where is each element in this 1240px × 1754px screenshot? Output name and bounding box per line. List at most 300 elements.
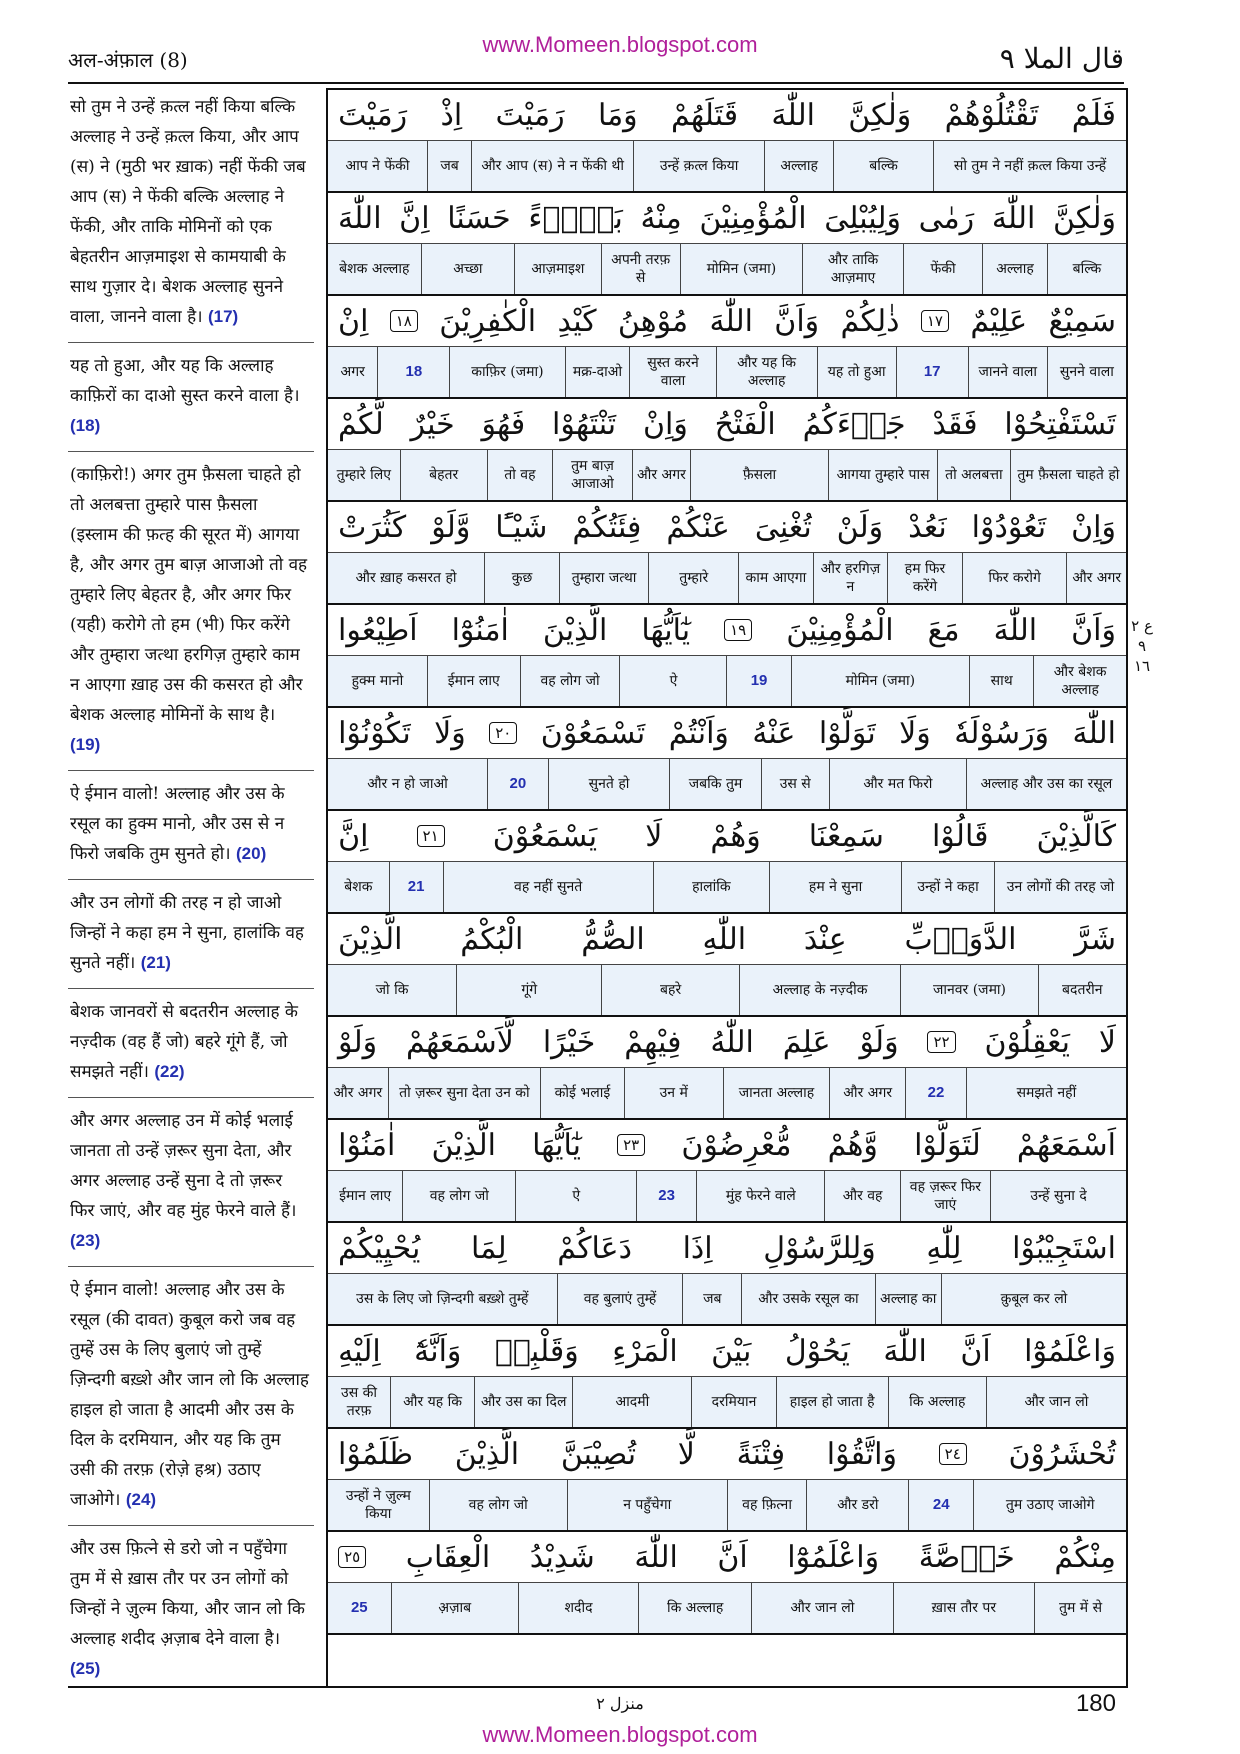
arabic-word: الَّذِيْنَ	[454, 1436, 520, 1472]
word-meaning-cell: अल्लाह और उस का रसूल	[966, 759, 1126, 809]
word-meaning-cell: ईमान लाए	[339, 1188, 392, 1204]
verse-number-cell: 21	[389, 862, 443, 912]
arabic-word: فَقَدْ	[932, 406, 978, 442]
word-meaning-cell: अच्छा	[421, 244, 515, 294]
manzil-label: منزل ٢	[596, 1694, 644, 1713]
arabic-word: نَعُدْ	[908, 509, 947, 545]
arabic-word: وَاعْلَمُوْٓا	[787, 1539, 880, 1575]
verse-number: (17)	[207, 307, 239, 326]
arabic-word: فِئَتُكُمْ	[572, 509, 642, 545]
arabic-word: تَقْتُلُوْهُمْ	[944, 97, 1039, 133]
arabic-word: لِلّٰهِ	[926, 1230, 962, 1266]
word-meaning-cell: अल्लाह	[982, 244, 1047, 294]
word-meaning-cell: वह लोग जो	[429, 1480, 567, 1530]
arabic-word: اللّٰهَ	[991, 200, 1036, 236]
word-meaning-cell: तुम फ़ैसला चाहते हो	[1010, 450, 1126, 500]
word-meaning-cell: समझते नहीं	[966, 1068, 1126, 1118]
arabic-line	[328, 811, 1126, 862]
ayah-number-mark: ٢٥	[338, 1546, 366, 1568]
word-meaning-cell: बेशक अल्लाह	[339, 261, 410, 277]
arabic-word: عَنْهُ	[752, 715, 796, 751]
verse-number-cell: 22	[905, 1068, 966, 1118]
arabic-word: وَاَنَّهٗٓ	[414, 1333, 462, 1369]
word-meaning-cell: जो कि	[375, 982, 409, 998]
arabic-line	[328, 1120, 1126, 1171]
word-meaning-cell: हालांकि	[653, 862, 769, 912]
word-meaning-cell: वह फ़ित्ना	[727, 1480, 807, 1530]
arabic-line	[328, 399, 1126, 450]
word-meaning-cell: और यह कि अल्लाह	[716, 347, 817, 397]
word-meaning-cell: तुम्हारे लिए	[336, 467, 391, 483]
arabic-word: اَنَّ	[960, 1333, 991, 1369]
arabic-word: وَمَا	[597, 97, 638, 133]
arabic-word: وَلَوْ	[859, 1024, 899, 1060]
word-meaning-cell: और अगर	[333, 1085, 383, 1101]
arabic-word: يٰٓاَيُّهَا	[532, 1127, 581, 1163]
arabic-word: تَعُوْدُوْا	[971, 509, 1047, 545]
arabic-word: الْكٰفِرِيْنَ	[439, 303, 537, 339]
word-meaning-cell: और वह	[824, 1171, 899, 1221]
word-meaning-cell: बदतरीन	[1038, 965, 1126, 1015]
word-meaning-cell: और अगर	[1066, 553, 1126, 603]
word-meaning-cell: तो वह	[487, 450, 552, 500]
ayah-number-mark: ١٩	[724, 619, 752, 641]
arabic-word: رَمٰى	[918, 200, 975, 236]
word-meaning-cell: जब	[427, 141, 471, 191]
arabic-word: وَّلَوْ	[431, 509, 471, 545]
word-meaning-cell: बल्कि	[833, 141, 933, 191]
word-meaning-cell: यह तो हुआ	[817, 347, 896, 397]
arabic-word: فِيْهِمْ	[624, 1024, 682, 1060]
arabic-word: مُّعْرِضُوْنَ	[681, 1127, 792, 1163]
bottom-divider	[68, 1686, 1124, 1688]
ayah-number-mark: ١٨	[390, 310, 418, 332]
verse-number: (25)	[70, 1659, 101, 1678]
arabic-word: اٰمَنُوْا	[338, 1127, 396, 1163]
word-meaning-cell: काफ़िर (जमा)	[449, 347, 564, 397]
arabic-word: بَلَاۗءً	[528, 200, 623, 236]
verse-number-cell: 20	[487, 759, 548, 809]
arabic-word: اللّٰهَ	[771, 97, 815, 133]
arabic-word: اِذْ	[440, 97, 463, 133]
arabic-word: وَرَسُوْلَهٗ	[954, 715, 1050, 751]
word-meaning-cell: हम फिर करेंगे	[887, 553, 962, 603]
arabic-word: شَدِيْدُ	[529, 1539, 595, 1575]
arabic-word: لَا	[1098, 1024, 1116, 1060]
translation-text: और उन लोगों की तरह न हो जाओ जिन्हों ने कहा हम ने सुना, हालांकि वह सुनते नहीं।	[70, 893, 304, 973]
arabic-word: جَاۗءَكُمُ	[802, 406, 906, 442]
word-meaning-cell: उन्हों ने ज़ुल्म किया	[345, 1488, 411, 1522]
word-meaning-cell: अल्लाह के नज़्दीक	[739, 965, 901, 1015]
word-meaning-cell: और न हो जाओ	[367, 776, 448, 792]
word-meaning-cell: दरमियान	[691, 1377, 775, 1427]
word-meaning-cell: ऐ	[515, 1171, 636, 1221]
word-meaning-cell: साथ	[969, 656, 1033, 706]
arabic-word: تَسْمَعُوْنَ	[540, 715, 646, 751]
word-by-word-table	[326, 88, 1128, 1688]
arabic-word: وَاعْلَمُوْٓا	[1024, 1333, 1116, 1369]
arabic-word: مَعَ	[927, 612, 960, 648]
translation-text: ऐ ईमान वालो! अल्लाह और उस के रसूल का हुक्म मानो, और उस से न फिरो जबकि तुम सुनते हो।	[70, 784, 285, 864]
arabic-word: مِنْكُمْ	[1054, 1539, 1116, 1575]
arabic-line	[328, 1223, 1126, 1274]
ayah-number-mark: ٢٠	[489, 722, 517, 744]
arabic-word: اِنَّ	[338, 818, 369, 854]
arabic-line	[328, 708, 1126, 759]
verse-number-cell: 25	[350, 1599, 368, 1616]
word-meaning-cell: उस के लिए जो ज़िन्दगी बख़्शे तुम्हें	[356, 1291, 529, 1307]
arabic-word: كَثُرَتْ	[338, 509, 407, 545]
word-meaning-cell: तो अलबत्ता	[937, 450, 1010, 500]
arabic-word: مِنْهُ	[640, 200, 682, 236]
arabic-word: اِنَّ	[399, 200, 430, 236]
word-meaning-cell: हुक्म मानो	[351, 673, 404, 689]
ayah-number-mark: ٢٤	[939, 1443, 967, 1465]
translation-paragraph	[68, 460, 314, 771]
word-meaning-cell: जानता अल्लाह	[723, 1068, 830, 1118]
header-url[interactable]: www.Momeen.blogspot.com	[482, 32, 758, 57]
arabic-word: الْبُكْمُ	[460, 921, 524, 957]
word-meaning-row	[328, 862, 1126, 914]
arabic-word: الْعِقَابِ	[405, 1539, 491, 1575]
arabic-line	[328, 1429, 1126, 1480]
arabic-word: يٰٓاَيُّهَا	[641, 612, 691, 648]
word-meaning-cell: और ख़ाह कसरत हो	[355, 570, 457, 586]
arabic-word: الَّذِيْنَ	[338, 921, 403, 957]
top-divider	[68, 82, 1124, 84]
arabic-word: وَلِلرَّسُوْلِ	[763, 1230, 876, 1266]
arabic-word: بَيْنَ	[711, 1333, 752, 1369]
word-meaning-cell: कुछ	[484, 553, 559, 603]
word-meaning-row	[328, 1583, 1126, 1635]
word-meaning-row	[328, 965, 1126, 1017]
arabic-word: اٰمَنُوْٓا	[451, 612, 509, 648]
translation-paragraph	[68, 92, 314, 343]
arabic-word: وَاَنْتُمْ	[668, 715, 729, 751]
arabic-word: لَّا	[677, 1436, 695, 1472]
arabic-word: وَلَا	[434, 715, 466, 751]
word-meaning-cell: और जान लो	[986, 1377, 1126, 1427]
verse-number: (18)	[70, 416, 101, 435]
word-meaning-cell: बहरे	[601, 965, 738, 1015]
translation-paragraph	[68, 779, 314, 880]
arabic-word: وَلَنْ	[836, 509, 884, 545]
arabic-word: الَّذِيْنَ	[431, 1127, 496, 1163]
translation-paragraph	[68, 351, 314, 452]
word-meaning-cell: और अगर	[632, 450, 690, 500]
arabic-line	[328, 1532, 1126, 1583]
arabic-word: لِمَا	[471, 1230, 507, 1266]
arabic-word: تُصِيْبَنَّ	[560, 1436, 637, 1472]
arabic-line	[328, 193, 1126, 244]
arabic-word: عَلِيْمٌ	[970, 303, 1028, 339]
arabic-word: عَنْكُمْ	[666, 509, 730, 545]
verse-number: (20)	[236, 844, 267, 863]
arabic-word: الْفَتْحُ	[714, 406, 776, 442]
arabic-word: يَحُوْلُ	[784, 1333, 850, 1369]
word-meaning-cell: अपनी तरफ़ से	[601, 244, 680, 294]
word-meaning-cell: आदमी	[572, 1377, 691, 1427]
word-meaning-row	[328, 656, 1126, 708]
word-meaning-cell: काम आएगा	[738, 553, 813, 603]
word-meaning-row	[328, 347, 1126, 399]
word-meaning-cell: उन्हें क़त्ल किया	[633, 141, 764, 191]
translation-text: और उस फ़ित्ने से डरो जो न पहुँचेगा तुम में से ख़ास तौर पर उन लोगों को जिन्हों ने ज़ुल्म किया, और जान लो कि अल्लाह शदीद अ़ज़ाब देने वाला है।	[70, 1539, 305, 1649]
word-meaning-cell: और डरो	[806, 1480, 908, 1530]
word-meaning-row	[328, 1480, 1126, 1532]
verse-number: (22)	[154, 1062, 185, 1081]
word-meaning-cell: वह लोग जो	[520, 656, 620, 706]
arabic-word: اللّٰهُ	[710, 1024, 754, 1060]
arabic-line	[328, 90, 1126, 141]
arabic-word: الصُّمُّ	[581, 921, 645, 957]
ayah-number-mark: ٢٢	[927, 1031, 955, 1053]
word-meaning-cell: सुनने वाला	[1047, 347, 1126, 397]
arabic-word: الْمُؤْمِنِيْنَ	[699, 200, 807, 236]
arabic-word: وَهُمْ	[710, 818, 761, 854]
word-meaning-cell: अ़ज़ाब	[391, 1583, 518, 1633]
word-meaning-cell: और बेशक अल्लाह	[1033, 656, 1126, 706]
translation-text: सो तुम ने उन्हें क़त्ल नहीं किया बल्कि अल्लाह ने उन्हें क़त्ल किया, और आप (स) ने (मुठी भर ख़ाक) नहीं फेंकी जब आप (स) ने फेंकी बल्कि अल्लाह ने फेंकी, और ताकि मोमिनों को एक बेहतरीन आज़माइश से कामयाबी के साथ गुज़ार दे। बेशक अल्लाह सुनने वाला, जानने वाला है।	[70, 97, 306, 327]
arabic-word: الدَّوَاۗبِّ	[904, 921, 1017, 957]
arabic-word: تَكُوْنُوْا	[338, 715, 411, 751]
arabic-word: اِلَيْهِ	[338, 1333, 381, 1369]
word-meaning-cell: वह ज़रूर फिर जाएं	[900, 1171, 990, 1221]
word-meaning-cell: आप ने फेंकी	[345, 158, 410, 174]
arabic-word: فَهُوَ	[481, 406, 526, 442]
word-meaning-row	[328, 244, 1126, 296]
arabic-word: عَلِمَ	[782, 1024, 831, 1060]
arabic-word: اللّٰهَ	[993, 612, 1038, 648]
arabic-word: الْمُؤْمِنِيْنَ	[786, 612, 894, 648]
word-meaning-cell: मक्र-दाओ	[565, 347, 630, 397]
arabic-word: اللّٰهِ	[702, 921, 747, 957]
translation-paragraph	[68, 1534, 314, 1694]
word-meaning-cell: जब	[682, 1274, 741, 1324]
word-meaning-cell: सुनते हो	[548, 759, 670, 809]
word-meaning-cell: तुम बाज़ आजाओ	[552, 450, 632, 500]
word-meaning-cell: तुम्हारे	[648, 553, 738, 603]
word-meaning-cell: और उसके रसूल का	[741, 1274, 874, 1324]
arabic-word: وَّهُمْ	[827, 1127, 878, 1163]
word-meaning-cell: जानवर (जमा)	[900, 965, 1037, 1015]
arabic-word: تَنْتَهُوْا	[552, 406, 617, 442]
word-meaning-cell: और उस का दिल	[474, 1377, 572, 1427]
word-meaning-cell: कोई भलाई	[540, 1068, 624, 1118]
arabic-word: وَلَا	[899, 715, 931, 751]
word-meaning-cell: और यह कि	[390, 1377, 474, 1427]
arabic-line	[328, 914, 1126, 965]
verse-number: (24)	[125, 1490, 157, 1509]
word-meaning-cell: जबकि तुम	[669, 759, 760, 809]
word-meaning-cell: क़ुबूल कर लो	[941, 1274, 1126, 1324]
arabic-word: كَالَّذِيْنَ	[1036, 818, 1116, 854]
arabic-word: وَلٰكِنَّ	[848, 97, 912, 133]
arabic-word: وَاَنَّ	[1071, 612, 1116, 648]
arabic-word: اللّٰهَ	[338, 200, 382, 236]
word-meaning-cell: फेंकी	[903, 244, 982, 294]
arabic-word: وَاتَّقُوْا	[826, 1436, 897, 1472]
word-meaning-cell: वह बुलाएं तुम्हें	[557, 1274, 683, 1324]
word-meaning-cell: कि अल्लाह	[888, 1377, 986, 1427]
word-meaning-cell: तुम्हारा जत्था	[559, 553, 649, 603]
arabic-word: ذٰلِكُمْ	[840, 303, 900, 339]
word-meaning-row	[328, 553, 1126, 605]
ayah-number-mark: ١٧	[921, 310, 949, 332]
footer-url[interactable]: www.Momeen.blogspot.com	[482, 1722, 758, 1747]
arabic-word: لَّكُمْ	[338, 406, 384, 442]
arabic-word: لَتَوَلَّوْا	[914, 1127, 981, 1163]
word-meaning-row	[328, 450, 1126, 502]
arabic-word: فِتْنَةً	[736, 1436, 786, 1472]
word-meaning-cell: आज़माइश	[514, 244, 600, 294]
arabic-word: اَسْمَعَهُمْ	[1016, 1127, 1116, 1163]
arabic-word: شَيْـًٔا	[495, 509, 548, 545]
arabic-word: قَالُوْا	[931, 818, 989, 854]
arabic-word: دَعَاكُمْ	[557, 1230, 632, 1266]
arabic-line	[328, 502, 1126, 553]
arabic-word: اسْتَجِيْبُوْا	[1012, 1230, 1116, 1266]
arabic-word: اِذَا	[682, 1230, 713, 1266]
arabic-word: ظَلَمُوْا	[338, 1436, 414, 1472]
arabic-word: تَوَلَّوْا	[818, 715, 876, 751]
arabic-word: خَاۗصَّةً	[918, 1539, 1015, 1575]
arabic-word: يُحْيِيْكُمْ	[338, 1230, 421, 1266]
word-meaning-cell: वह लोग जो	[402, 1171, 515, 1221]
word-meaning-cell: और मत फिरो	[829, 759, 966, 809]
verse-number-cell: 23	[636, 1171, 696, 1221]
verse-number-cell: 24	[908, 1480, 973, 1530]
word-meaning-cell: बेहतर	[400, 450, 487, 500]
arabic-line	[328, 1326, 1126, 1377]
arabic-word: فَلَمْ	[1071, 97, 1116, 133]
surah-title: अल-अंफ़ाल (8)	[68, 48, 188, 72]
word-meaning-cell: बेशक	[344, 879, 373, 895]
translation-paragraph	[68, 888, 314, 989]
arabic-word: وَاِنْ	[642, 406, 688, 442]
word-meaning-cell: गूंगे	[456, 965, 601, 1015]
arabic-word: وَلِيُبْلِىَ	[824, 200, 901, 236]
arabic-word: سَمِيْعٌ	[1048, 303, 1116, 339]
word-meaning-row	[328, 1274, 1126, 1326]
verse-number: (19)	[70, 735, 101, 754]
arabic-word: اَطِيْعُوا	[338, 612, 418, 648]
arabic-word: خَيْرٌ	[410, 406, 455, 442]
translation-text: और अगर अल्लाह उन में कोई भलाई जानता तो उन्हें ज़रूर सुना देता, और अगर अल्लाह उन्हें सुना दे तो ज़रूर फिर जाएं, और वह मुंह फेरने वाले हैं।	[70, 1111, 297, 1221]
word-meaning-cell: और आप (स) ने न फेंकी थी	[471, 141, 633, 191]
arabic-word: خَيْرًا	[542, 1024, 596, 1060]
arabic-word: وَلَوْ	[338, 1024, 378, 1060]
word-meaning-cell: तो ज़रूर सुना देता उन को	[388, 1068, 541, 1118]
arabic-word: قَتَلَهُمْ	[670, 97, 739, 133]
translation-column	[68, 92, 314, 1682]
word-meaning-cell: बल्कि	[1047, 244, 1126, 294]
verse-number: (21)	[140, 953, 171, 972]
word-meaning-cell: मोमिन (जमा)	[680, 244, 802, 294]
word-meaning-cell: तुम उठाए जाओगे	[973, 1480, 1126, 1530]
word-meaning-cell: कि अल्लाह	[638, 1583, 751, 1633]
arabic-word: مُوْهِنُ	[617, 303, 689, 339]
translation-text: (काफ़िरो!) अगर तुम फ़ैसला चाहते हो तो अलबत्ता तुम्हारे पास फ़ैसला (इस्लाम की फ़त्ह की सूरत में) आगया है, और अगर तुम बाज़ आजाओ तो वह तुम्हारे लिए बेहतर है, और अगर फिर (यही) करोगे तो हम (भी) फिर करेंगे और तुम्हारा जत्था हरगिज़ तुम्हारे काम न आएगा ख़ाह उस की कसरत हो और बेशक अल्लाह मोमिनों के साथ है।	[70, 465, 308, 725]
verse-number-cell: 18	[377, 347, 449, 397]
ruku-marker: ع ٢ ٩ ١٦	[1131, 617, 1153, 675]
verse-number-cell: 17	[896, 347, 968, 397]
arabic-word: رَمَيْتَ	[495, 97, 565, 133]
arabic-word: كَيْدِ	[557, 303, 597, 339]
arabic-word: يَعْقِلُوْنَ	[984, 1024, 1070, 1060]
arabic-word: يَسْمَعُوْنَ	[492, 818, 598, 854]
word-meaning-cell: हाइल हो जाता है	[776, 1377, 888, 1427]
arabic-word: الْمَرْءِ	[612, 1333, 678, 1369]
arabic-word: حَسَنًا	[447, 200, 511, 236]
word-meaning-cell: सुस्त करने वाला	[629, 347, 715, 397]
word-meaning-cell: उन्हें सुना दे	[990, 1171, 1126, 1221]
word-meaning-cell: और जान लो	[751, 1583, 892, 1633]
word-meaning-row	[328, 1171, 1126, 1223]
word-meaning-cell: मुंह फेरने वाले	[696, 1171, 824, 1221]
translation-text: यह तो हुआ, और यह कि अल्लाह काफ़िरों का दाओ सुस्त करने वाला है।	[70, 356, 300, 406]
word-meaning-cell: और हरगिज़ न	[813, 553, 888, 603]
word-meaning-cell: और अगर	[829, 1068, 905, 1118]
juz-title: قال الملا ٩	[999, 42, 1124, 75]
arabic-word: لَا	[645, 818, 663, 854]
arabic-word: اللّٰهَ	[1072, 715, 1116, 751]
arabic-word: رَمَيْتَ	[338, 97, 408, 133]
arabic-word: وَاَنَّ	[774, 303, 820, 339]
arabic-word: سَمِعْنَا	[808, 818, 884, 854]
word-meaning-cell: फ़ैसला	[690, 450, 828, 500]
arabic-word: عِنْدَ	[803, 921, 847, 957]
arabic-word: اِنْ	[338, 303, 369, 339]
word-meaning-row	[328, 1377, 1126, 1429]
word-meaning-cell: उन में	[624, 1068, 723, 1118]
word-meaning-cell: उन्हों ने कहा	[901, 862, 994, 912]
word-meaning-cell: आगया तुम्हारे पास	[828, 450, 937, 500]
translation-paragraph	[68, 997, 314, 1098]
translation-paragraph	[68, 1275, 314, 1526]
arabic-word: شَرَّ	[1074, 921, 1116, 957]
word-meaning-cell: और ताकि आज़माए	[802, 244, 903, 294]
word-meaning-cell: अगर	[340, 364, 365, 380]
word-meaning-cell: मोमिन (जमा)	[791, 656, 969, 706]
arabic-word: وَقَلْبِهٖ	[494, 1333, 579, 1369]
arabic-word: اللّٰهَ	[634, 1539, 678, 1575]
arabic-word: اللّٰهَ	[883, 1333, 927, 1369]
translation-paragraph	[68, 1106, 314, 1267]
page-number: 180	[1075, 1690, 1116, 1717]
word-meaning-cell: अल्लाह का	[875, 1274, 941, 1324]
word-meaning-row	[328, 759, 1126, 811]
arabic-word: وَاِنْ	[1071, 509, 1116, 545]
word-meaning-cell: उन लोगों की तरह जो	[994, 862, 1126, 912]
word-meaning-cell: तुम में से	[1034, 1583, 1126, 1633]
arabic-word: لَّاَسْمَعَهُمْ	[406, 1024, 514, 1060]
ayah-number-mark: ٢٣	[617, 1134, 645, 1156]
word-meaning-cell: ऐ	[619, 656, 726, 706]
word-meaning-cell: न पहुँचेगा	[567, 1480, 727, 1530]
word-meaning-cell: उस की तरफ़	[341, 1385, 377, 1419]
arabic-word: تَسْتَفْتِحُوْا	[1004, 406, 1116, 442]
translation-text: बेशक जानवरों से बदतरीन अल्लाह के नज़्दीक (वह हैं जो) बहरे गूंगे हैं, जो समझते नहीं।	[70, 1002, 298, 1082]
word-meaning-cell: अल्लाह	[764, 141, 833, 191]
word-meaning-cell: उस से	[761, 759, 829, 809]
arabic-word: تُغْنِىَ	[754, 509, 812, 545]
arabic-word: اللّٰهَ	[709, 303, 753, 339]
arabic-word: تُحْشَرُوْنَ	[1008, 1436, 1116, 1472]
arabic-line	[328, 605, 1126, 656]
verse-number: (23)	[70, 1231, 101, 1250]
word-meaning-cell: वह नहीं सुनते	[443, 862, 653, 912]
